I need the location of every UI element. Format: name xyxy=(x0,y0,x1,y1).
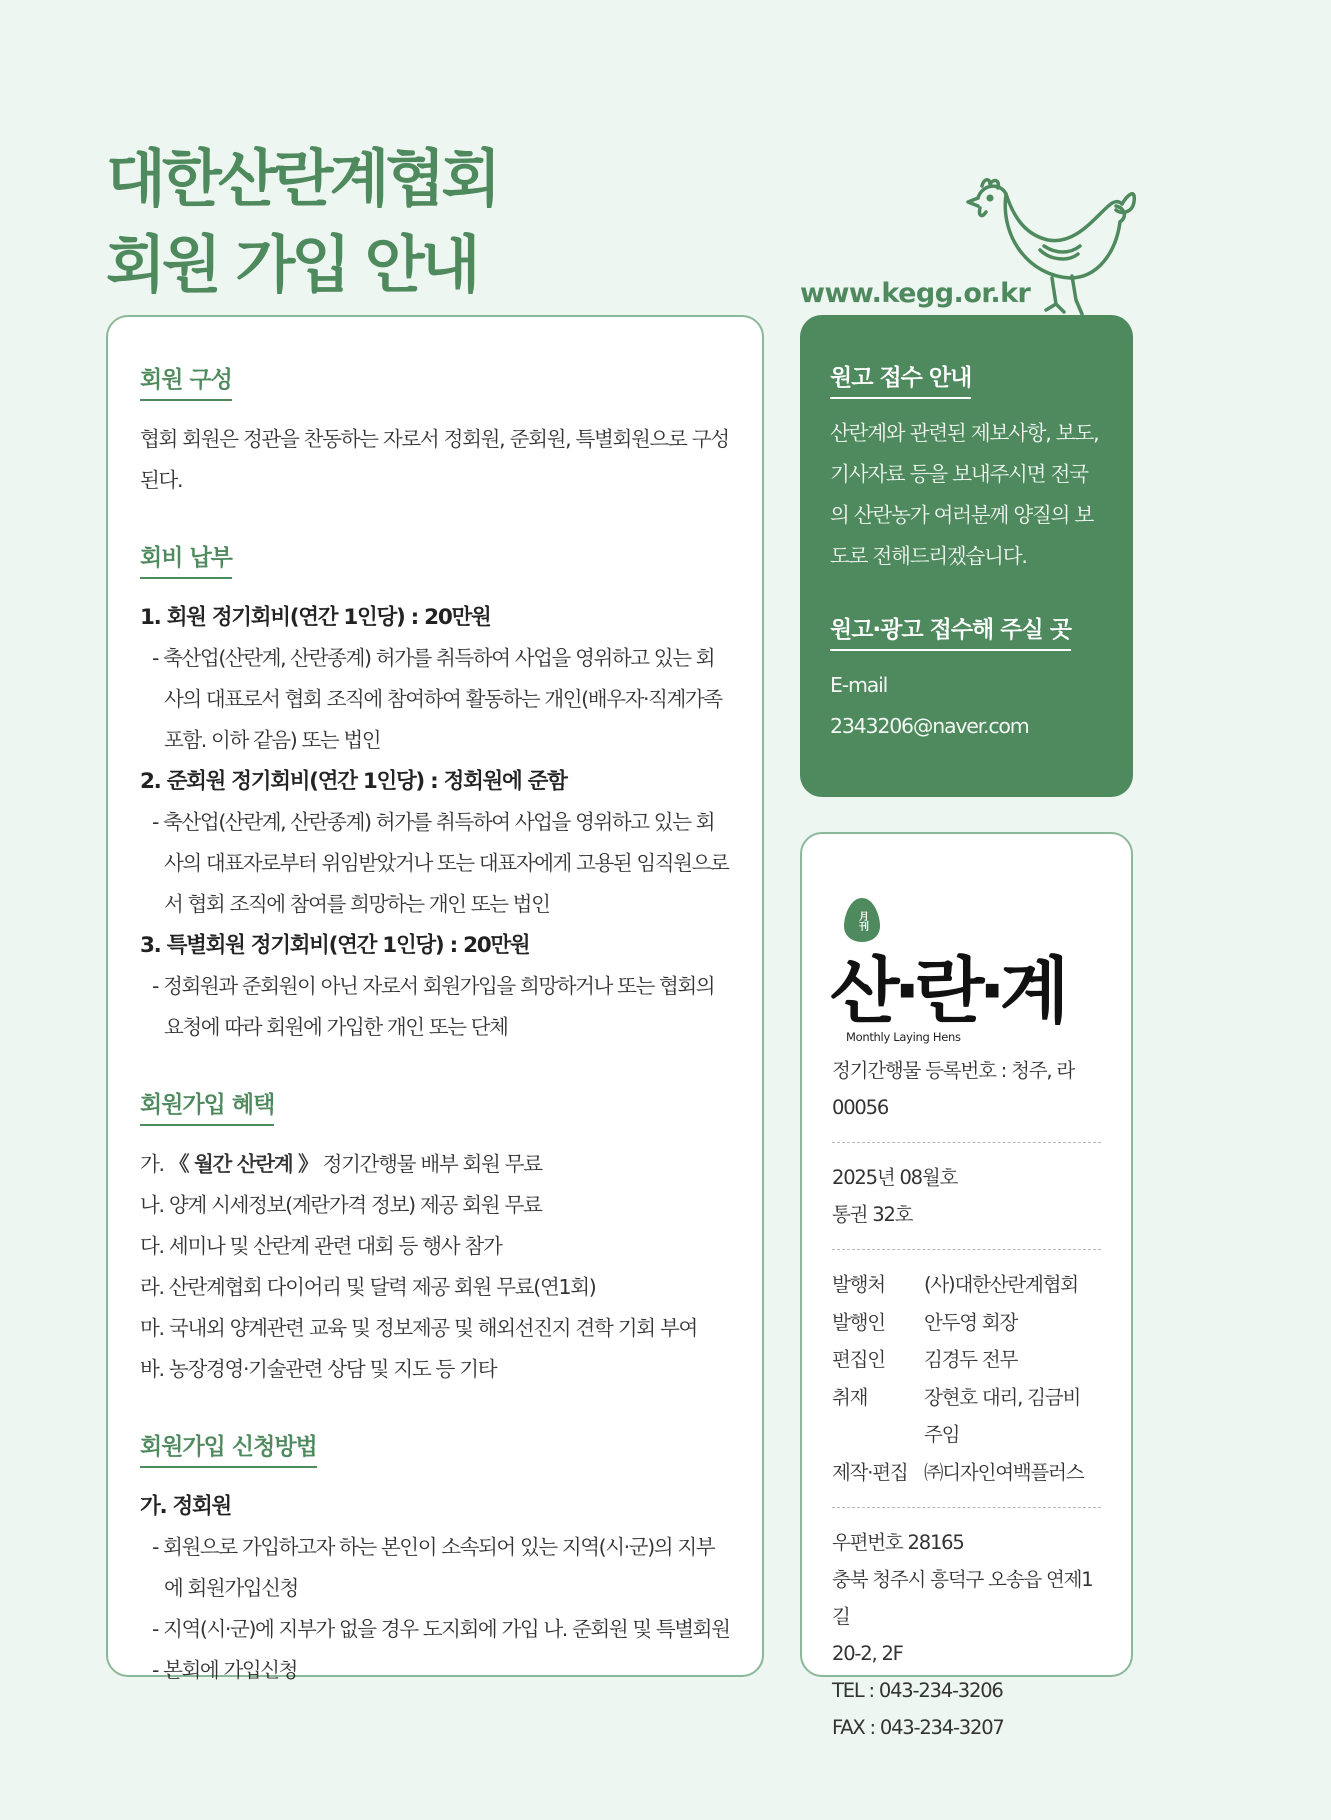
fee-item-description: - 정회원과 준회원이 아닌 자로서 회원가입을 희망하거나 또는 협회의 요청에 따라 회원에 가입한 개인 또는 단체 xyxy=(152,974,715,1039)
section-title-benefits: 회원가입 혜택 xyxy=(140,1086,274,1126)
postal-code: 우편번호 28165 xyxy=(832,1531,964,1554)
magazine-name: 《 월간 산란계 》 xyxy=(168,1152,318,1176)
membership-guide-card xyxy=(106,315,764,1682)
credit-label: 발행인 xyxy=(832,1310,885,1334)
fee-item-heading: 3. 특별회원 정기회비(연간 1인당) : 20만원 xyxy=(140,933,530,958)
application-line: - 지역(시·군)에 지부가 없을 경우 도지회에 가입 나. 준회원 및 특별회원 xyxy=(152,1617,730,1641)
application-line: - 본회에 가입신청 xyxy=(152,1658,298,1682)
submission-text: 산란계와 관련된 제보사항, 보도, 기사자료 등을 보내주시면 전국의 산란농가 여러분께 양질의 보도로 전해드리겠습니다. xyxy=(830,421,1099,568)
credit-row xyxy=(832,1304,1101,1342)
divider xyxy=(832,1507,1101,1508)
title-line-2: 회원 가입 안내 xyxy=(106,228,477,301)
credit-label: 발행처 xyxy=(832,1273,885,1296)
submission-title: 원고 접수 안내 xyxy=(830,359,971,399)
section-title-application: 회원가입 신청방법 xyxy=(140,1428,317,1468)
benefit-item: 라. 산란계협회 다이어리 및 달력 제공 회원 무료(연1회) xyxy=(140,1275,596,1299)
egg-badge-icon xyxy=(842,896,882,944)
email-address[interactable]: 2343206@naver.com xyxy=(830,714,1029,738)
submission-notice-card xyxy=(800,315,1133,797)
credit-value: 안두영 회장 xyxy=(924,1310,1018,1334)
divider xyxy=(832,1249,1101,1250)
benefit-suffix: 정기간행물 배부 회원 무료 xyxy=(317,1152,542,1176)
credit-value: (사)대한산란계협회 xyxy=(924,1273,1078,1296)
address-line-1: 충북 청주시 흥덕구 오송읍 연제1길 xyxy=(832,1568,1093,1628)
credit-label: 제작·편집 xyxy=(832,1460,908,1484)
title-line-1: 대한산란계협회 xyxy=(106,142,498,215)
credit-label: 편집인 xyxy=(832,1348,885,1371)
fax: FAX : 043-234-3207 xyxy=(832,1716,1004,1739)
application-heading: 가. 정회원 xyxy=(140,1494,231,1519)
credit-value: 김경두 전무 xyxy=(924,1348,1018,1371)
credit-label: 취재 xyxy=(832,1385,868,1409)
registration-number: 정기간행물 등록번호 : 청주, 라00056 xyxy=(832,1059,1075,1119)
divider xyxy=(832,1142,1101,1143)
section-title-composition: 회원 구성 xyxy=(140,361,232,401)
issue-label: 2025년 08월호 xyxy=(832,1166,958,1189)
fee-item-description: - 축산업(산란계, 산란종계) 허가를 취득하여 사업을 영위하고 있는 회사의 대표자로부터 위임받았거나 또는 대표자에게 고용된 임직원으로서 협회 조직에 참여를 희망하는 개인 또는 법인 xyxy=(152,810,729,916)
credit-row xyxy=(832,1454,1101,1492)
volume-label: 통권 32호 xyxy=(832,1203,913,1226)
credit-row xyxy=(832,1266,1101,1304)
email-label: E-mail xyxy=(830,673,888,697)
magazine-info-card xyxy=(800,832,1133,1739)
telephone: TEL : 043-234-3206 xyxy=(832,1679,1003,1702)
benefit-item: 다. 세미나 및 산란계 관련 대회 등 행사 참가 xyxy=(140,1234,502,1258)
credit-row xyxy=(832,1341,1101,1379)
benefit-item: 마. 국내외 양계관련 교육 및 정보제공 및 해외선진지 견학 기회 부여 xyxy=(140,1316,697,1340)
logo-subtitle: Monthly Laying Hens xyxy=(846,1030,961,1044)
address-line-2: 20-2, 2F xyxy=(832,1642,903,1665)
magazine-logo xyxy=(832,862,1101,1052)
benefit-prefix: 가. xyxy=(140,1152,169,1176)
benefit-item: 나. 양계 시세정보(계란가격 정보) 제공 회원 무료 xyxy=(140,1193,542,1217)
logo-wordmark xyxy=(830,946,1120,1076)
fee-item-description: - 축산업(산란계, 산란종계) 허가를 취득하여 사업을 영위하고 있는 회사의 대표로서 협회 조직에 참여하여 활동하는 개인(배우자·직계가족 포함. 이하 같음) 또는 법인 xyxy=(152,646,722,752)
credit-row xyxy=(832,1379,1101,1454)
fee-item-heading: 2. 준회원 정기회비(연간 1인당) : 정회원에 준함 xyxy=(140,769,567,794)
composition-text: 협회 회원은 정관을 찬동하는 자로서 정회원, 준회원, 특별회원으로 구성된다. xyxy=(140,427,729,492)
page-title xyxy=(106,136,497,308)
benefit-item: 바. 농장경영·기술관련 상담 및 지도 등 기타 xyxy=(140,1357,497,1381)
logo-text: 산·란·계 xyxy=(830,949,1064,1033)
application-line: - 회원으로 가입하고자 하는 본인이 소속되어 있는 지역(시·군)의 지부에 회원가입신청 xyxy=(152,1535,715,1600)
contact-title: 원고·광고 접수해 주실 곳 xyxy=(830,611,1071,651)
section-title-fees: 회비 납부 xyxy=(140,539,232,579)
fee-item-heading: 1. 회원 정기회비(연간 1인당) : 20만원 xyxy=(140,605,491,630)
credit-value: 장현호 대리, 김금비 주임 xyxy=(924,1385,1081,1446)
website-url[interactable]: www.kegg.or.kr xyxy=(800,278,1031,309)
badge-char-1: 月刊 xyxy=(856,911,868,931)
benefit-item xyxy=(140,1144,730,1185)
credit-value: ㈜디자인여백플러스 xyxy=(924,1460,1084,1484)
